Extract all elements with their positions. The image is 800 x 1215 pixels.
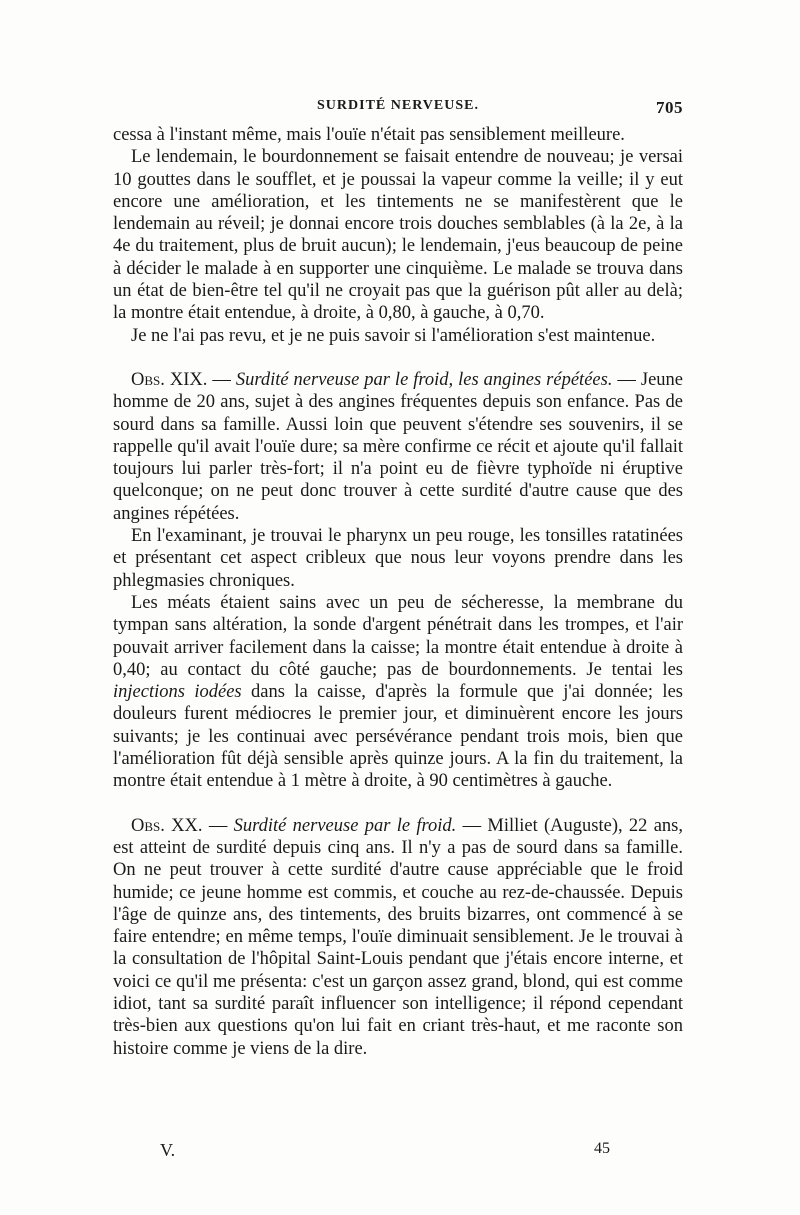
- obs-xix-title: Surdité nerveuse par le froid, les angines répétées.: [235, 369, 613, 390]
- obs-xx-label: Obs. XX.: [131, 815, 203, 836]
- observation-xx: [113, 815, 683, 1060]
- obs-xix-dash: —: [207, 369, 236, 390]
- obs-xx-title: Surdité nerveuse par le froid.: [233, 815, 457, 836]
- page-body: [113, 124, 683, 1060]
- obs-xx-dash: —: [202, 815, 234, 836]
- running-header: [113, 98, 683, 122]
- signature-mark: 45: [594, 1140, 610, 1157]
- page-footer: [160, 1140, 610, 1164]
- paragraph-examen: En l'examinant, je trouvai le pharynx un peu rouge, les tonsilles ratatinées et présentant cet aspect cribleux que nous leur voyons prendre dans les phlegmasies chroniques.: [113, 526, 683, 591]
- paragraph-continuation: cessa à l'instant même, mais l'ouïe n'était pas sensiblement meilleure.: [113, 125, 625, 145]
- volume-mark: V.: [160, 1140, 176, 1160]
- paragraph-lendemain: Le lendemain, le bourdonnement se faisait entendre de nouveau; je versai 10 gouttes dans le soufflet, et je poussai la vapeur comme la veille; il y eut encore une amélioration, et les tintements ne se manifestèrent que le lendemain au réveil; je donnai encore trois douches semblables (à la 2e, à la 4e du traitement, plus de bruit aucun); le lendemain, j'eus beaucoup de peine à décider le malade à en supporter une cinquième. Le malade se trouva dans un état de bien-être tel qu'il ne croyait pas que la guérison pût aller au delà; la montre était entendue, à droite, à 0,80, à gauche, à 0,70.: [113, 147, 683, 324]
- obs-xix-text: — Jeune homme de 20 ans, sujet à des angines fréquentes depuis son enfance. Pas de sourd dans sa famille. Aussi loin que peuvent s'étendre ses souvenirs, il se rappelle qu'il avait l'ouïe dure; sa mère confirme ce récit et ajoute qu'il fallait toujours lui parler très-fort; il n'a point eu de fièvre typhoïde ni éruptive quelconque; on ne peut donc trouver à cette surdité d'autre cause que des angines répétées.: [113, 369, 684, 524]
- paragraph-revu: Je ne l'ai pas revu, et je ne puis savoir si l'amélioration s'est maintenue.: [131, 325, 656, 346]
- running-title: SURDITÉ NERVEUSE.: [317, 98, 479, 113]
- obs-xx-text: — Milliet (Auguste), 22 ans, est atteint de surdité depuis cinq ans. Il n'y a pas de sourd dans sa famille. On ne peut trouver à cette surdité d'autre cause appréciable que le froid humide; ce jeune homme est commis, et couche au rez-de-chaussée. Depuis l'âge de quinze ans, des tintements, des bruits bizarres, ont commencé à se faire entendre; en même temps, l'ouïe diminuait sensiblement. Je le trouvai à la consultation de l'hôpital Saint-Louis pendant que j'étais encore interne, et voici ce qu'il me présenta: c'est un garçon assez grand, blond, qui est comme idiot, tant sa surdité paraît influencer son intelligence; il répond cependant très-bien aux questions qu'on lui fait en criant très-haut, et me raconte son histoire comme je viens de la dire.: [113, 815, 684, 1059]
- obs-xix-label: Obs. XIX.: [131, 369, 208, 390]
- meats-text-a: Les méats étaient sains avec un peu de sécheresse, la membrane du tympan sans altération, la sonde d'argent pénétrait dans les trompes, et l'air pouvait arriver facilement dans la caisse; la montre était entendue à droite à 0,40; au contact du côté gauche; pas de bourdonnements. Je tentai les: [113, 592, 683, 680]
- meats-text-b: dans la caisse, d'après la formule que j'ai donnée; les douleurs furent médiocres le premier jour, et diminuèrent encore les jours suivants; je les continuai avec persévérance pendant trois mois, bien que l'amélioration fût déjà sensible après quinze jours. A la fin du traitement, la montre était entendue à 1 mètre à droite, à 90 centimètres à gauche.: [113, 682, 683, 792]
- paragraph-meats: [113, 592, 683, 793]
- observation-xix: [113, 369, 683, 525]
- page-number: 705: [656, 98, 683, 117]
- meats-emphasis: injections iodées: [113, 682, 242, 703]
